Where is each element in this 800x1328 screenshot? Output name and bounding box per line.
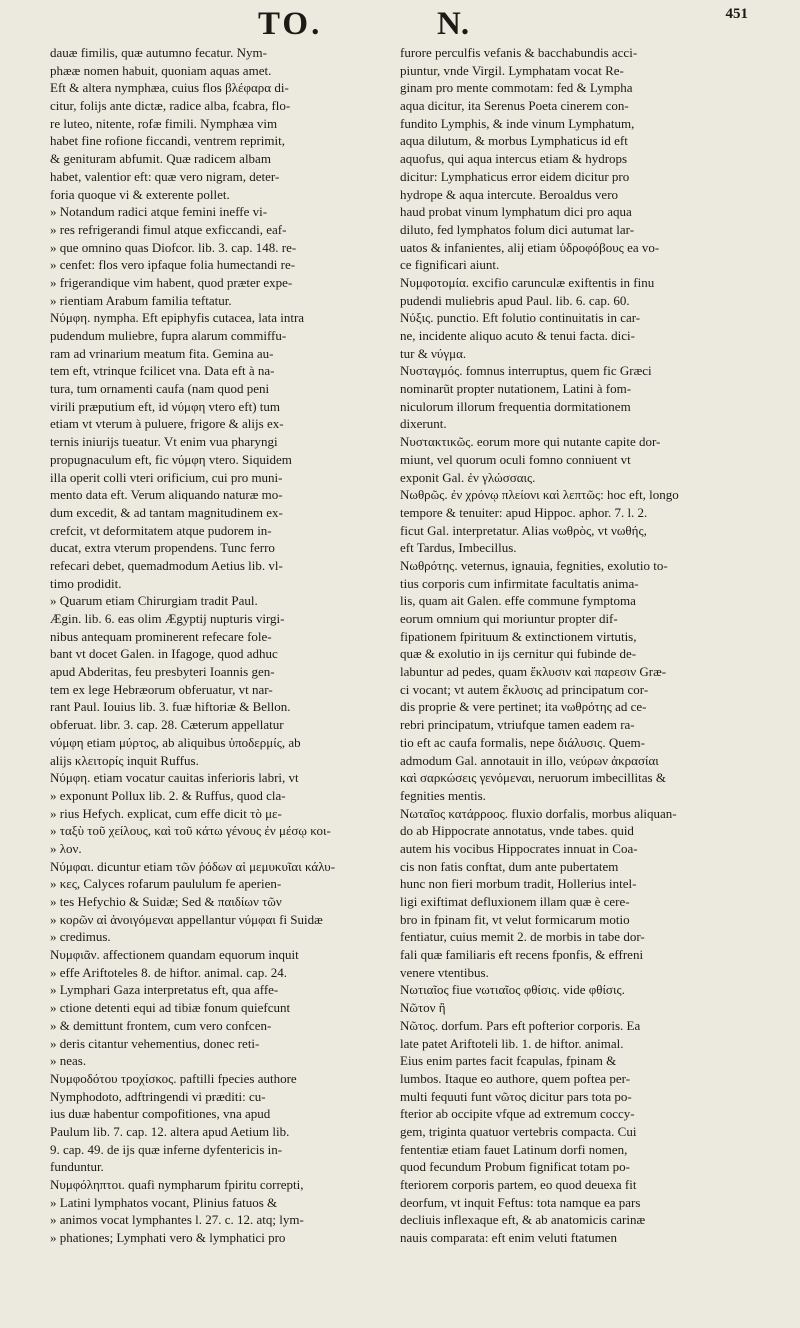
text-line: dis proprie & vere pertinet; ita νωθρότης ad ce-	[400, 699, 647, 715]
text-line: ci vocant; vt autem ἔκλυσις ad principatum cor-	[400, 681, 649, 697]
text-line: diluto, fed lymphatos folum dici autumat lar-	[400, 221, 635, 237]
text-line: νύμφη etiam μύρτος, ab aliquibus ὑποδερμίς, ab	[50, 734, 301, 750]
text-line: furore perculfis vefanis & bacchabundis acci-	[400, 45, 638, 60]
text-line: ginam pro mente commotam: fed & Lympha	[400, 80, 633, 96]
text-line: habet, valentior eft: quæ vero nigram, deter-	[50, 168, 280, 184]
text-line: ducat, extra vterum propendens. Tunc ferro	[50, 540, 275, 556]
text-line: fententiæ etiam fauet Latinum dorfi nomen,	[400, 1141, 628, 1157]
text-line: refecari debet, quemadmodum Aetius lib. vl-	[50, 557, 283, 573]
text-line: hydrope & aqua intercute. Beroaldus vero	[400, 186, 619, 202]
text-line: fterior ab occipite vfque ad extremum coccy-	[400, 1106, 635, 1122]
text-line: exponit Gal. ἐν γλώσσαις.	[400, 469, 536, 485]
text-line: fundito Lymphis, & inde vinum Lymphatum,	[400, 115, 635, 131]
text-line: Νυστακτικῶς. eorum more qui nutante capite dor-	[400, 434, 661, 450]
text-line: tio eft ac caufa formalis, nepe διάλυσις. Quem-	[400, 734, 645, 750]
text-line: cis non fatis conftat, dum ante pubertatem	[400, 858, 619, 874]
text-line: labuntur ad pedes, quam ἔκλυσιν καὶ παρεσιν Græ-	[400, 664, 667, 680]
text-line: illa operit colli vteri orificium, cui pro muni-	[50, 469, 283, 485]
text-line: » ctione detenti equi ad tibiæ fonum quiefcunt	[50, 1000, 291, 1016]
text-line: Νωθρότης. veternus, ignauia, fegnities, exolutio to-	[400, 557, 668, 573]
text-line: alijs κλειτορίς inquit Ruffus.	[50, 752, 199, 768]
text-line: ligi exiftimat defluxionem illam quæ è cere-	[400, 894, 630, 909]
text-line: nauis comparata: eft enim veluti ftatumen	[400, 1230, 617, 1246]
text-line: deorfum, vt inquit Feftus: tota namque ea pars	[400, 1194, 641, 1210]
text-line: pudendum muliebre, fupra alarum commiffu-	[50, 328, 287, 343]
text-line: fteriorem corporis partem, eo quod deuexa fit	[400, 1177, 637, 1192]
text-line: venere vtentibus.	[400, 964, 489, 980]
text-line: phææ nomen habuit, quoniam aquas amet.	[50, 62, 272, 78]
text-line: eorum omnium qui moriuntur propter dif-	[400, 611, 618, 626]
text-line: » λον.	[50, 840, 82, 856]
text-line: decliuis inflexaque eft, & ab anatomicis carinæ	[400, 1212, 646, 1228]
text-line: mento data eft. Verum aliquando naturæ mo-	[50, 487, 283, 503]
text-line: re luteo, nitente, rofæ fimili. Nymphæa vim	[50, 115, 278, 131]
text-line: » ταξὺ τοῦ χείλους, καὶ τοῦ κάτω γένους ἐν μέσῳ κοι-	[50, 823, 331, 839]
text-line: » Lymphari Gaza interpretatus eft, qua affe-	[50, 982, 279, 998]
text-line: Ægin. lib. 6. eas olim Ægyptij nupturis virgi-	[50, 611, 285, 626]
text-line: Νῶτον ἢ	[400, 1000, 446, 1016]
text-line: » Quarum etiam Chirurgiam tradit Paul.	[50, 593, 258, 609]
text-line: foria quoque vi & exterente pollet.	[50, 186, 230, 202]
text-line: Νυμφόληπτοι. quafi nympharum fpiritu correpti,	[50, 1177, 304, 1192]
text-line: rebri principatum, vtriufque tamen eadem ra-	[400, 717, 635, 733]
text-line: » res refrigerandi fimul atque exficcandi, eaf-	[50, 221, 287, 237]
text-line: » rius Hefych. explicat, cum effe dicit τὸ με-	[50, 805, 282, 821]
text-line: admodum Gal. annotauit in illo, νεύρων ἀκρασίαι	[400, 752, 659, 768]
text-line: dixerunt.	[400, 416, 447, 432]
text-line: autem his vocibus Hippocrates innuat in Coa-	[400, 840, 638, 856]
text-line: tius corporis cum infirmitate facultatis anima-	[400, 575, 639, 591]
right-column	[400, 44, 752, 1247]
text-line: do ab Hippocrate annotatus, vnde tabes. quid	[400, 823, 634, 839]
text-line: tem eft, vtrinque fcilicet vna. Data eft à na-	[50, 363, 275, 379]
text-line: Νυμφοδότου τροχίσκος. paftilli fpecies authore	[50, 1070, 297, 1086]
text-line: niculorum illorum frequentia dormitationem	[400, 398, 631, 414]
text-line: uatos & infanientes, alij etiam ὑδροφόβους ea vo-	[400, 239, 660, 255]
text-line: Νυμφοτομία. excifio carunculæ exiftentis in finu	[400, 274, 655, 290]
text-line: propugnaculum eft, fic νύμφη vtero. Siquidem	[50, 451, 292, 467]
text-line: ce fignificari aiunt.	[400, 257, 500, 273]
text-line: & genituram abfumit. Quæ radicem albam	[50, 151, 271, 167]
text-line: » neas.	[50, 1053, 87, 1069]
text-line: rant Paul. Iouius lib. 3. fuæ hiftoriæ & Bellon.	[50, 699, 291, 715]
text-line: bro in fpinam fit, vt velut formicarum motio	[400, 911, 630, 927]
text-line: » κες, Calyces rofarum paululum fe aperien-	[50, 876, 282, 892]
text-line: lumbos. Itaque eo authore, quem poftea per-	[400, 1070, 631, 1086]
header-left: TO.	[258, 6, 323, 42]
text-line: ficut Gal. interpretatur. Alias νωθρὸς, vt νωθής,	[400, 522, 647, 538]
text-line: quæ & exolutio in ijs cernitur qui fubinde de-	[400, 646, 637, 662]
text-line: » exponunt Pollux lib. 2. & Ruffus, quod cla-	[50, 787, 286, 803]
text-line: » animos vocat lymphantes l. 27. c. 12. atq; lym-	[50, 1212, 304, 1228]
text-line: Νωταῖος κατάρροος. fluxio dorfalis, morbus aliquan-	[400, 805, 677, 821]
text-line: Nymphodoto, adftringendi vi præditi: cu-	[50, 1088, 266, 1104]
text-line: pudendi muliebris apud Paul. lib. 6. cap. 60.	[400, 292, 630, 308]
text-line: eft Tardus, Imbecillus.	[400, 540, 517, 556]
text-line: » deris citantur vehementius, donec reti-	[50, 1035, 260, 1051]
text-line: funduntur.	[50, 1159, 104, 1175]
text-line: Νυσταγμός. fomnus interruptus, quem fic Græci	[400, 363, 652, 379]
text-line: Eius enim partes facit fcapulas, fpinam &	[400, 1053, 617, 1069]
text-line: nominarũt propter nutationem, Latini à fom-	[400, 381, 632, 397]
text-line: haud probat vinum lymphatum dici pro aqua	[400, 204, 632, 220]
text-line: lis, quam ait Galen. effe commune fymptoma	[400, 593, 636, 609]
text-line: late patet Ariftoteli lib. 1. de hiftor. animal.	[400, 1035, 624, 1051]
text-line: crefcit, vt deformitatem atque pudorem in-	[50, 522, 272, 538]
text-line: tur & νύγμα.	[400, 345, 467, 361]
text-line: fali quæ familiaris eft recens fponfis, & effreni	[400, 947, 644, 963]
text-line: Eft & altera nymphæa, cuius flos βλέφαρα di-	[50, 80, 289, 96]
text-line: tempore & tenuiter: apud Hippoc. aphor. 7. l. 2.	[400, 504, 648, 520]
text-line: Νωθρῶς. ἐν χρόνῳ πλείονι καὶ λεπτῶς: hoc eft, longo	[400, 487, 679, 503]
text-line: » que omnino quas Diofcor. lib. 3. cap. 148. re-	[50, 239, 297, 255]
text-line: quod fecundum Probum fignificat totam po-	[400, 1159, 630, 1175]
text-line: apud Abderitas, feu presbyteri Ioannis gen-	[50, 664, 275, 680]
text-line: » phationes; Lymphati vero & lymphatici pro	[50, 1230, 286, 1246]
text-line: ne, incidente aliquo acuto & tenui facta. dici-	[400, 328, 635, 343]
text-line: tem ex lege Hebræorum obferuatur, vt nar-	[50, 681, 273, 697]
text-line: obferuat. libr. 3. cap. 28. Cæterum appellatur	[50, 717, 284, 733]
header-right: N.	[437, 6, 470, 42]
text-line: multi fequuti funt νῶτος dicitur pars tota po-	[400, 1088, 632, 1104]
text-line: timo prodidit.	[50, 575, 122, 591]
text-line: Νύμφαι. dicuntur etiam τῶν ῥόδων αἱ μεμυκυῖαι κάλυ-	[50, 858, 336, 874]
text-line: aquofus, qui aqua intercus etiam & hydrops	[400, 151, 628, 167]
text-line: » Latini lymphatos vocant, Plinius fatuos &	[50, 1194, 278, 1210]
text-line: » cenfet: flos vero ipfaque folia humectandi re-	[50, 257, 296, 273]
text-line: Νυμφιᾶν. affectionem quandam equorum inquit	[50, 947, 299, 963]
text-line: citur, folijs ante dictæ, radice alba, fcabra, flo-	[50, 98, 291, 114]
text-line: ram ad vrinarium meatum fita. Gemina au-	[50, 345, 274, 361]
text-line: » Notandum radici atque femini ineffe vi-	[50, 204, 268, 220]
text-line: » & demittunt frontem, cum vero confcen-	[50, 1017, 272, 1033]
text-line: » κορῶν αἱ ἀνοιγόμεναι appellantur νύμφαι fi Suidæ	[50, 911, 323, 927]
running-header	[0, 6, 800, 42]
text-line: gem, triginta quatuor vertebris compacta. Cui	[400, 1123, 637, 1139]
text-line: καὶ σαρκώσεις γενόμεναι, neruorum imbecillitas &	[400, 770, 666, 786]
text-line: Νῶτος. dorfum. Pars eft pofterior corporis. Ea	[400, 1017, 641, 1033]
text-line: fegnities mentis.	[400, 787, 486, 803]
text-line: aqua dicitur, ita Serenus Poeta cinerem con-	[400, 98, 629, 114]
left-column	[50, 44, 378, 1247]
text-line: » frigerandique vim habent, quod præter expe-	[50, 274, 293, 290]
text-line: » credimus.	[50, 929, 111, 945]
text-line: fentiatur, cuius memit 2. de morbis in tabe dor-	[400, 929, 645, 945]
text-line: dicitur: Lymphaticus error eidem dicitur pro	[400, 168, 630, 184]
text-line: hunc non fieri morbum tradit, Hollerius intel-	[400, 876, 637, 892]
text-line: tura, tum ornamenti caufa (nam quod peni	[50, 381, 270, 397]
page-number: 451	[725, 6, 748, 22]
text-line: ius duæ habentur compofitiones, vna apud	[50, 1106, 271, 1122]
text-line: dauæ fimilis, quæ autumno fecatur. Nym-	[50, 45, 267, 60]
text-line: aqua dilutum, & morbus Lymphaticus id eft	[400, 133, 628, 149]
text-line: Paulum lib. 7. cap. 12. altera apud Aetium lib.	[50, 1123, 290, 1139]
text-line: dum excedit, & ad tantam magnitudinem ex-	[50, 504, 283, 520]
text-line: Νύμφη. nympha. Eft epiphyfis cutacea, lata intra	[50, 310, 305, 326]
text-line: miunt, vel quorum oculi fomno conniuent vt	[400, 451, 631, 467]
text-line: ternis iniurijs tueatur. Vt enim vua pharyngi	[50, 434, 278, 450]
text-line: habet fine rofione ficcandi, ventrem reprimit,	[50, 133, 285, 149]
text-line: etiam vt vterum à puluere, frigore & alijs ex-	[50, 416, 284, 432]
text-line: » rientiam Arabum familia teftatur.	[50, 292, 232, 308]
text-line: » tes Hefychio & Suidæ; Sed & παιδίων τῶν	[50, 894, 282, 909]
text-line: » effe Ariftoteles 8. de hiftor. animal. cap. 24.	[50, 964, 287, 980]
text-line: Νύξις. punctio. Eft folutio continuitatis in car-	[400, 310, 641, 326]
text-line: virili præputium eft, id νύμφη vtero eft) tum	[50, 398, 280, 414]
text-line: piuntur, vnde Virgil. Lymphatam vocat Re-	[400, 62, 624, 78]
text-line: Νωτιαῖος fiue νωτιαῖος φθίσις. vide φθίσις.	[400, 982, 625, 998]
text-line: nibus antequam prominerent refecare fole-	[50, 628, 272, 644]
text-line: fipationem fpirituum & extinctionem virtutis,	[400, 628, 637, 644]
text-line: 9. cap. 49. de ijs quæ inferne dyfentericis in-	[50, 1141, 283, 1157]
text-line: bant vt docet Galen. in Ifagoge, quod adhuc	[50, 646, 278, 662]
text-line: Νύμφη. etiam vocatur cauitas inferioris labri, vt	[50, 770, 299, 786]
